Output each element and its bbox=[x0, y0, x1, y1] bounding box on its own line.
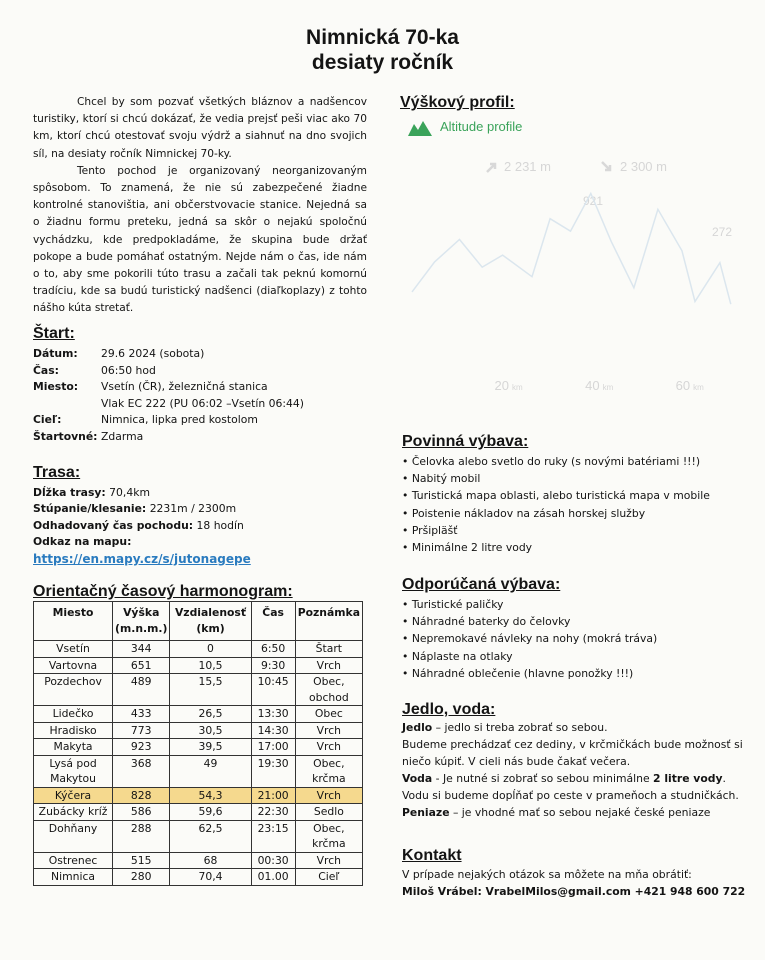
cell-time: 22:30 bbox=[251, 804, 295, 821]
list-item: • Čelovka alebo svetlo do ruky (s novými batériami !!!) bbox=[402, 453, 710, 470]
list-item: • Náhradné oblečenie (hlavne ponožky !!!) bbox=[402, 665, 657, 682]
cell-note: Obec bbox=[295, 706, 362, 723]
cell-altitude: 828 bbox=[113, 787, 170, 804]
table-row bbox=[34, 657, 363, 674]
page-subtitle: desiaty ročník bbox=[311, 51, 454, 74]
start-heading: Štart: bbox=[33, 325, 75, 342]
ascent-value: 2 231 m bbox=[504, 159, 551, 174]
schedule-rows bbox=[34, 641, 363, 886]
cell-distance: 59,6 bbox=[170, 804, 251, 821]
table-row bbox=[34, 852, 363, 869]
intro-paragraph-2: Tento pochod je organizovaný neorganizovaným spôsobom. To znamená, že nie sú zabezpečené žiadne kontrolné stanovištia, ani občerstvovacie stanice. Nejedná sa o žiadnu formu preteku, jedná sa skôr o nejakú spoločnú vychádzku, kde predpokladáme, že skupina bude držať pokope a bude pomáhať ostatným. Nejde nám o čas, ide nám o to, aby sme pokorili túto trasu a začali tak peknú komornú tradíciu, kde sa budú turistický nadšenci (diaľkoplazy) z tohto nášho kúta stretať. bbox=[33, 164, 367, 315]
col-altitude: Výška (m.n.m.) bbox=[113, 602, 170, 641]
cell-note: Vrch bbox=[295, 722, 362, 739]
list-item: • Minimálne 2 litre vody bbox=[402, 539, 710, 556]
duration-value: 18 hodín bbox=[196, 518, 244, 532]
list-item: • Poistenie nákladov na zásah horskej služby bbox=[402, 505, 710, 522]
list-item: • Náplaste na otlaky bbox=[402, 648, 657, 665]
cell-place: Makyta bbox=[34, 739, 113, 756]
cell-distance: 10,5 bbox=[170, 657, 251, 674]
cell-time: 6:50 bbox=[251, 641, 295, 658]
date-label: Dátum: bbox=[33, 347, 78, 360]
fee-label: Štartovné: bbox=[33, 429, 98, 443]
food-section bbox=[402, 719, 747, 821]
list-item: • Náhradné baterky do čelovky bbox=[402, 613, 657, 630]
profile-heading: Výškový profil: bbox=[400, 94, 515, 111]
cell-altitude: 651 bbox=[113, 657, 170, 674]
table-row bbox=[34, 641, 363, 658]
cell-note: Cieľ bbox=[295, 869, 362, 886]
max-altitude-label: 921 bbox=[583, 194, 604, 208]
list-item: • Turistická mapa oblasti, alebo turistická mapa v mobile bbox=[402, 487, 710, 504]
cell-time: 19:30 bbox=[251, 755, 295, 787]
intro-paragraph-1: Chcel by som pozvať všetkých bláznov a nadšencov turistiky, ktorí si chcú dokázať, že vedia prejsť peši viac ako 70 km, ktorí chcú otestovať svoju výdrž a siahnuť na dno svojich síl, na desiaty ročník Nimnickej 70-ky. bbox=[33, 96, 367, 160]
date-value: 29.6 2024 (sobota) bbox=[101, 347, 205, 360]
cell-note: Vrch bbox=[295, 739, 362, 756]
cell-distance: 70,4 bbox=[170, 869, 251, 886]
table-row bbox=[34, 739, 363, 756]
cell-note: Vrch bbox=[295, 787, 362, 804]
cell-place: Vartovna bbox=[34, 657, 113, 674]
money-label: Peniaze bbox=[402, 806, 450, 819]
x-axis-ticks bbox=[495, 378, 705, 393]
table-row bbox=[34, 787, 363, 804]
schedule-heading: Orientačný časový harmonogram: bbox=[33, 583, 293, 600]
descent-value: 2 300 m bbox=[620, 159, 667, 174]
contact-text: V prípade nejakých otázok sa môžete na mňa obrátiť: bbox=[402, 868, 692, 881]
descent-icon bbox=[602, 162, 610, 170]
mandatory-heading: Povinná výbava: bbox=[402, 433, 529, 450]
contact-person: Miloš Vrábel: VrabelMilos@gmail.com +421 948 600 722 bbox=[402, 885, 746, 898]
goal-value: Nimnica, lipka pred kostolom bbox=[101, 413, 258, 427]
end-altitude-label: 272 bbox=[712, 225, 733, 239]
water-amount: 2 litre vody bbox=[653, 772, 723, 785]
climb-label: Stúpanie/klesanie: bbox=[33, 502, 147, 516]
cell-distance: 15,5 bbox=[170, 674, 251, 706]
cell-note: Obec, krčma bbox=[295, 820, 362, 852]
cell-altitude: 433 bbox=[113, 706, 170, 723]
table-row bbox=[34, 804, 363, 821]
col-place: Miesto bbox=[34, 602, 113, 641]
cell-note: Štart bbox=[295, 641, 362, 658]
cell-altitude: 489 bbox=[113, 674, 170, 706]
cell-time: 13:30 bbox=[251, 706, 295, 723]
contact-heading: Kontakt bbox=[402, 847, 462, 864]
cell-altitude: 515 bbox=[113, 852, 170, 869]
intro-text bbox=[33, 94, 367, 318]
table-row bbox=[34, 722, 363, 739]
time-value: 06:50 hod bbox=[101, 363, 156, 377]
cell-place: Ostrenec bbox=[34, 852, 113, 869]
col-time: Čas bbox=[251, 602, 295, 641]
x-tick-label: 20 km bbox=[494, 378, 523, 393]
map-label: Odkaz na mapu: bbox=[33, 535, 132, 549]
cell-time: 17:00 bbox=[251, 739, 295, 756]
goal-label: Cieľ: bbox=[33, 413, 62, 427]
cell-place: Lidečko bbox=[34, 706, 113, 723]
contact-section bbox=[402, 866, 745, 900]
col-note: Poznámka bbox=[295, 602, 362, 641]
cell-place: Dohňany bbox=[34, 820, 113, 852]
cell-distance: 26,5 bbox=[170, 706, 251, 723]
cell-note: Vrch bbox=[295, 657, 362, 674]
cell-place: Nimnica bbox=[34, 869, 113, 886]
cell-place: Pozdechov bbox=[34, 674, 113, 706]
money-text: – je vhodné mať so sebou nejaké české peniaze bbox=[449, 806, 711, 819]
route-details bbox=[33, 485, 251, 568]
cell-time: 00:30 bbox=[251, 852, 295, 869]
fee-value: Zdarma bbox=[101, 429, 144, 443]
altitude-profile-line bbox=[412, 194, 731, 305]
list-item: • Nabitý mobil bbox=[402, 470, 710, 487]
cell-note: Obec, krčma bbox=[295, 755, 362, 787]
food-heading: Jedlo, voda: bbox=[402, 701, 496, 718]
length-label: Dĺžka trasy: bbox=[33, 486, 106, 499]
food-text: – jedlo si treba zobrať so sebou. bbox=[432, 721, 608, 734]
cell-distance: 39,5 bbox=[170, 739, 251, 756]
cell-time: 21:00 bbox=[251, 787, 295, 804]
cell-note: Obec, obchod bbox=[295, 674, 362, 706]
cell-altitude: 773 bbox=[113, 722, 170, 739]
cell-altitude: 368 bbox=[113, 755, 170, 787]
schedule-table bbox=[33, 601, 363, 886]
cell-note: Vrch bbox=[295, 852, 362, 869]
route-heading: Trasa: bbox=[33, 464, 81, 481]
table-row bbox=[34, 674, 363, 706]
cell-distance: 30,5 bbox=[170, 722, 251, 739]
list-item: • Pršipläšť bbox=[402, 522, 710, 539]
profile-legend: Altitude profile bbox=[440, 119, 523, 134]
mountain-icon bbox=[408, 121, 432, 136]
cell-place: Vsetín bbox=[34, 641, 113, 658]
cell-distance: 68 bbox=[170, 852, 251, 869]
cell-altitude: 280 bbox=[113, 869, 170, 886]
table-row bbox=[34, 820, 363, 852]
x-tick-label: 40 km bbox=[585, 378, 614, 393]
water-text-2: . Vodu si budeme dopĺňať po ceste v prameňoch a studničkách. bbox=[402, 772, 739, 802]
cell-altitude: 288 bbox=[113, 820, 170, 852]
recommended-heading: Odporúčaná výbava: bbox=[402, 576, 561, 593]
altitude-profile-svg bbox=[402, 110, 750, 410]
mandatory-list bbox=[402, 453, 710, 556]
cell-distance: 54,3 bbox=[170, 787, 251, 804]
cell-place: Kýčera bbox=[34, 787, 113, 804]
map-link[interactable]: https://en.mapy.cz/s/jutonagepe bbox=[33, 551, 251, 566]
list-item: • Turistické paličky bbox=[402, 596, 657, 613]
recommended-list bbox=[402, 596, 657, 682]
food-text-2: Budeme prechádzať cez dediny, v krčmičkách bude možnosť si niečo kúpiť. V cieli nás bude čakať večera. bbox=[402, 738, 743, 768]
cell-time: 01.00 bbox=[251, 869, 295, 886]
altitude-profile-chart bbox=[402, 110, 750, 410]
place-label: Miesto: bbox=[33, 380, 79, 394]
food-label: Jedlo bbox=[402, 721, 433, 734]
place-value: Vsetín (ČR), železničná stanica bbox=[101, 380, 268, 394]
cell-altitude: 586 bbox=[113, 804, 170, 821]
cell-place: Zubácky kríž bbox=[34, 804, 113, 821]
cell-time: 9:30 bbox=[251, 657, 295, 674]
cell-distance: 62,5 bbox=[170, 820, 251, 852]
x-tick-label: 60 km bbox=[675, 378, 704, 393]
list-item: • Nepremokavé návleky na nohy (mokrá tráva) bbox=[402, 630, 657, 647]
cell-altitude: 344 bbox=[113, 641, 170, 658]
cell-time: 23:15 bbox=[251, 820, 295, 852]
time-label: Čas: bbox=[33, 363, 59, 377]
cell-time: 10:45 bbox=[251, 674, 295, 706]
start-details bbox=[33, 346, 304, 446]
table-row bbox=[34, 706, 363, 723]
cell-place: Lysá pod Makytou bbox=[34, 755, 113, 787]
cell-time: 14:30 bbox=[251, 722, 295, 739]
length-value: 70,4km bbox=[109, 486, 150, 499]
water-text: - Je nutné si zobrať so sebou minimálne bbox=[432, 772, 654, 785]
cell-place: Hradisko bbox=[34, 722, 113, 739]
cell-distance: 0 bbox=[170, 641, 251, 658]
cell-note: Sedlo bbox=[295, 804, 362, 821]
ascent-icon bbox=[487, 164, 495, 172]
cell-altitude: 923 bbox=[113, 739, 170, 756]
cell-distance: 49 bbox=[170, 755, 251, 787]
page-title: Nimnická 70-ka bbox=[306, 26, 459, 49]
table-row bbox=[34, 869, 363, 886]
water-label: Voda bbox=[402, 772, 433, 785]
duration-label: Odhadovaný čas pochodu: bbox=[33, 518, 194, 532]
table-row bbox=[34, 755, 363, 787]
col-distance: Vzdialenosť (km) bbox=[170, 602, 251, 641]
train-info: Vlak EC 222 (PU 06:02 –Vsetín 06:44) bbox=[101, 396, 305, 410]
climb-value: 2231m / 2300m bbox=[149, 502, 237, 516]
